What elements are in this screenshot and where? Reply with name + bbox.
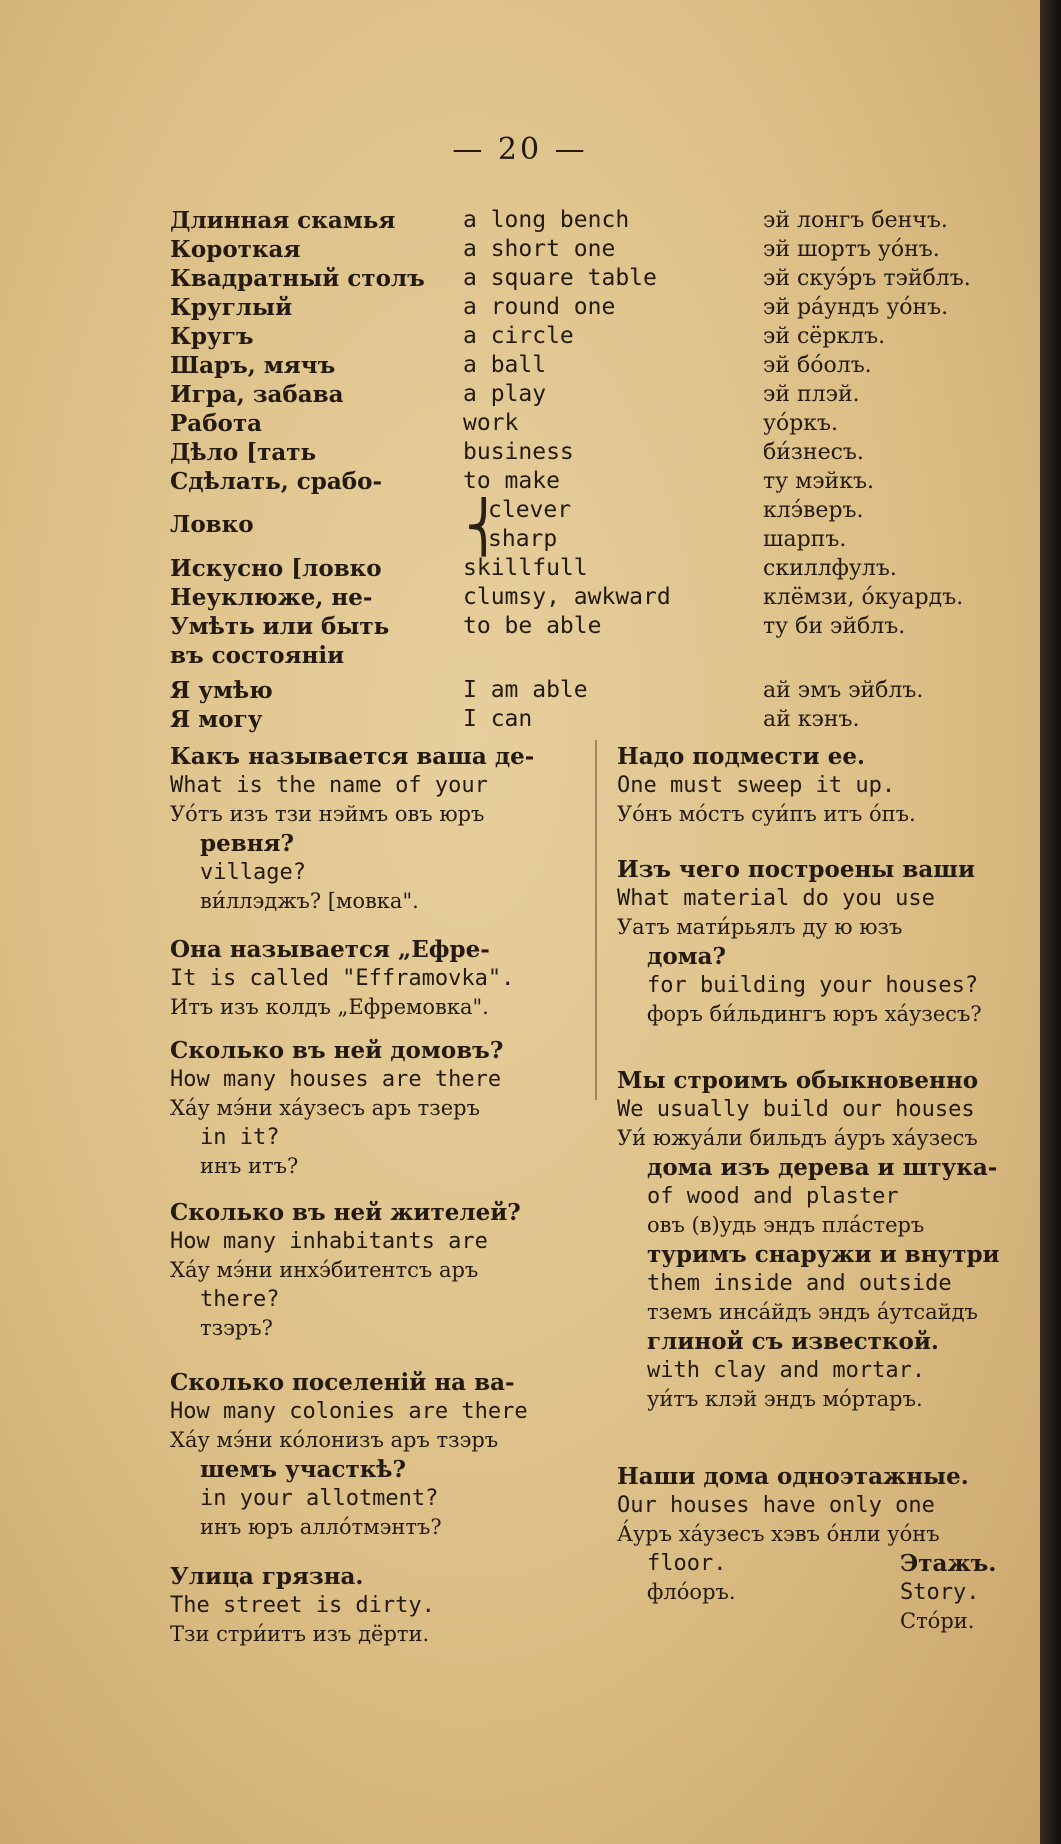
- vocab-english-word: to be able: [463, 613, 602, 639]
- dialogue-build: [617, 1066, 1037, 1414]
- russian-line: туримъ снаружи и внутри: [647, 1241, 1000, 1268]
- russian-line: Сколько поселеній на ва-: [170, 1369, 515, 1396]
- vocab-russian-word: Игра, забава: [170, 381, 344, 408]
- vocab-transcription: эй шортъ уо́нъ.: [763, 237, 940, 262]
- transcription-line: Итъ изъ колдъ „Ефремовка".: [170, 995, 489, 1019]
- transcription-line: форъ би́льдингъ юръ ха́узесъ?: [647, 1002, 982, 1026]
- dialogue-village-called: [170, 935, 590, 1022]
- vocab-english-word: skillfull: [463, 555, 588, 581]
- glossary-story: [900, 1549, 1020, 1636]
- vocab-transcription: ту мэйкъ.: [763, 469, 874, 494]
- vocab-russian-word: Кругъ: [170, 323, 254, 350]
- transcription-line: инъ итъ?: [200, 1154, 299, 1178]
- vocab-english-word: a play: [463, 381, 547, 407]
- transcription-line: Ха́у мэ́ни ко́лонизъ аръ тзэръ: [170, 1428, 499, 1452]
- vocab-english-word: a square table: [463, 265, 657, 291]
- transcription-line: инъ юръ алло́тмэнтъ?: [200, 1515, 442, 1539]
- vocab-russian-word: Круглый: [170, 294, 293, 321]
- vocab-transcription: би́знесъ.: [763, 440, 864, 465]
- russian-line: Надо подмести ее.: [617, 743, 866, 770]
- vocab-russian-word: Ловко: [170, 511, 254, 538]
- vocab-transcription: эй лонгъ бенчъ.: [763, 208, 948, 233]
- russian-line: глиной съ известкой.: [647, 1328, 939, 1355]
- russian-line: Улица грязна.: [170, 1563, 364, 1590]
- transcription-line: ви́ллэджъ? [мовка".: [200, 889, 419, 913]
- english-line: How many colonies are there: [170, 1399, 528, 1424]
- transcription-line: фло́оръ.: [647, 1580, 736, 1604]
- vocab-english-word: a circle: [463, 323, 574, 349]
- transcription-line: Ха́у мэ́ни инхэ́битентсъ аръ: [170, 1258, 479, 1282]
- vocab-russian-word: Дѣло [тать: [170, 439, 317, 466]
- vocab-english-word: I can: [463, 706, 533, 732]
- transcription-line: Уо́тъ изъ тзи нэймъ овъ юръ: [170, 802, 485, 826]
- russian-line: Какъ называется ваша де-: [170, 743, 535, 770]
- english-line: there?: [200, 1287, 280, 1312]
- transcription-line: овъ (в)удь эндъ пла́стеръ: [647, 1213, 925, 1237]
- russian-line: Мы строимъ обыкновенно: [617, 1067, 979, 1094]
- page-edge: [1040, 0, 1061, 1844]
- russian-line: Сколько въ ней жителей?: [170, 1199, 521, 1226]
- vocab-english-word: work: [463, 410, 519, 436]
- transcription-line: Ха́у мэ́ни ха́узесъ аръ тзеръ: [170, 1096, 480, 1120]
- transcription-line: Уатъ мати́рьялъ ду ю юзъ: [617, 915, 903, 939]
- transcription-line: уи́тъ клэй эндъ мо́ртаръ.: [647, 1387, 923, 1411]
- english-line: in your allotment?: [200, 1486, 439, 1511]
- page-number: — 20 —: [452, 132, 588, 167]
- russian-line: Она называется „Ефре-: [170, 936, 490, 963]
- transcription-line: Сто́ри.: [900, 1609, 975, 1633]
- vocab-russian-word: Квадратный столъ: [170, 265, 425, 292]
- vocab-english-word: clever: [488, 497, 572, 523]
- english-line: What is the name of your: [170, 773, 488, 798]
- russian-line: Изъ чего построены ваши: [617, 856, 976, 883]
- dialogue-colonies: [170, 1368, 590, 1542]
- vocab-transcription: клёмзи, о́куардъ.: [763, 585, 964, 610]
- vocab-transcription: эй плэй.: [763, 382, 860, 407]
- vocab-transcription: ай кэнъ.: [763, 707, 860, 732]
- english-line: We usually build our houses: [617, 1097, 975, 1122]
- russian-line: шемъ участкѣ?: [200, 1456, 406, 1483]
- vocab-english-word: a round one: [463, 294, 616, 320]
- transcription-line: тзэръ?: [200, 1316, 273, 1340]
- vocab-russian-word: Короткая: [170, 236, 301, 263]
- english-line: Story.: [900, 1580, 980, 1605]
- english-line: them inside and outside: [647, 1271, 952, 1296]
- vocab-english-word: I am able: [463, 677, 588, 703]
- vocab-russian-word: Работа: [170, 410, 263, 437]
- english-line: How many houses are there: [170, 1067, 502, 1092]
- vocab-russian-word: Искусно [ловко: [170, 555, 382, 582]
- transcription-line: тземъ инса́йдъ эндъ а́утсайдъ: [647, 1300, 978, 1324]
- russian-line: Сколько въ ней домовъ?: [170, 1037, 504, 1064]
- column-divider: [595, 740, 597, 1100]
- english-line: floor.: [647, 1551, 727, 1576]
- english-line: in it?: [200, 1125, 280, 1150]
- brace-glyph: ⎨: [465, 498, 503, 556]
- vocab-russian-word: въ состояніи: [170, 642, 345, 669]
- vocab-english-word: a long bench: [463, 207, 630, 233]
- russian-line: Наши дома одноэтажные.: [617, 1463, 969, 1490]
- transcription-line: Уи́ южуа́ли бильдъ а́уръ ха́узесъ: [617, 1126, 978, 1150]
- vocab-transcription: ту би эйблъ.: [763, 614, 906, 639]
- vocab-russian-word: Длинная скамья: [170, 207, 396, 234]
- vocab-transcription: эй бо́олъ.: [763, 353, 872, 378]
- transcription-line: Тзи стри́итъ изъ дёрти.: [170, 1622, 430, 1646]
- transcription-line: Уо́нъ мо́стъ суи́пъ итъ о́пъ.: [617, 802, 916, 826]
- vocab-transcription: скиллфулъ.: [763, 556, 897, 581]
- dialogue-houses-count: [170, 1036, 590, 1181]
- vocab-russian-word: Умѣть или быть: [170, 613, 390, 640]
- vocab-transcription: эй ра́ундъ уо́нъ.: [763, 295, 949, 320]
- vocab-english-word: business: [463, 439, 574, 465]
- vocab-transcription: эй сёрклъ.: [763, 324, 886, 349]
- vocab-russian-word: Я могу: [170, 706, 263, 733]
- vocab-english-word: a short one: [463, 236, 616, 262]
- vocab-english-word: sharp: [488, 526, 558, 552]
- english-line: It is called "Efframovka".: [170, 966, 515, 991]
- vocab-russian-word: Неуклюже, не-: [170, 584, 373, 611]
- english-line: for building your houses?: [647, 973, 979, 998]
- english-line: village?: [200, 860, 306, 885]
- english-line: Our houses have only one: [617, 1493, 935, 1518]
- english-line: of wood and plaster: [647, 1184, 899, 1209]
- vocab-russian-word: Шаръ, мячъ: [170, 352, 336, 379]
- russian-line: Этажъ.: [900, 1550, 997, 1577]
- russian-line: дома изъ дерева и штука-: [647, 1154, 998, 1181]
- dialogue-village-name: [170, 742, 590, 916]
- russian-line: ревня?: [200, 830, 294, 857]
- vocab-english-word: to make: [463, 468, 560, 494]
- english-line: The street is dirty.: [170, 1593, 435, 1618]
- vocab-russian-word: Сдѣлать, срабо-: [170, 468, 383, 495]
- dialogue-street: [170, 1562, 590, 1649]
- english-line: How many inhabitants are: [170, 1229, 488, 1254]
- vocab-russian-word: Я умѣю: [170, 677, 273, 704]
- vocab-transcription: эй скуэ́ръ тэйблъ.: [763, 266, 971, 291]
- vocab-transcription: ай эмъ эйблъ.: [763, 678, 924, 703]
- dialogue-material: [617, 855, 1037, 1029]
- english-line: One must sweep it up.: [617, 773, 896, 798]
- russian-line: дома?: [647, 943, 727, 970]
- vocab-transcription: уо́ркъ.: [763, 411, 839, 436]
- vocab-transcription: клэ́веръ.: [763, 498, 864, 523]
- transcription-line: А́уръ ха́узесъ хэвъ о́нли уо́нъ: [617, 1522, 940, 1546]
- dialogue-sweep: [617, 742, 1037, 829]
- dialogue-inhabitants: [170, 1198, 590, 1343]
- english-line: with clay and mortar.: [647, 1358, 926, 1383]
- vocab-english-word: clumsy, awkward: [463, 584, 671, 610]
- english-line: What material do you use: [617, 886, 935, 911]
- vocab-english-word: a ball: [463, 352, 547, 378]
- vocab-transcription: шарпъ.: [763, 527, 847, 552]
